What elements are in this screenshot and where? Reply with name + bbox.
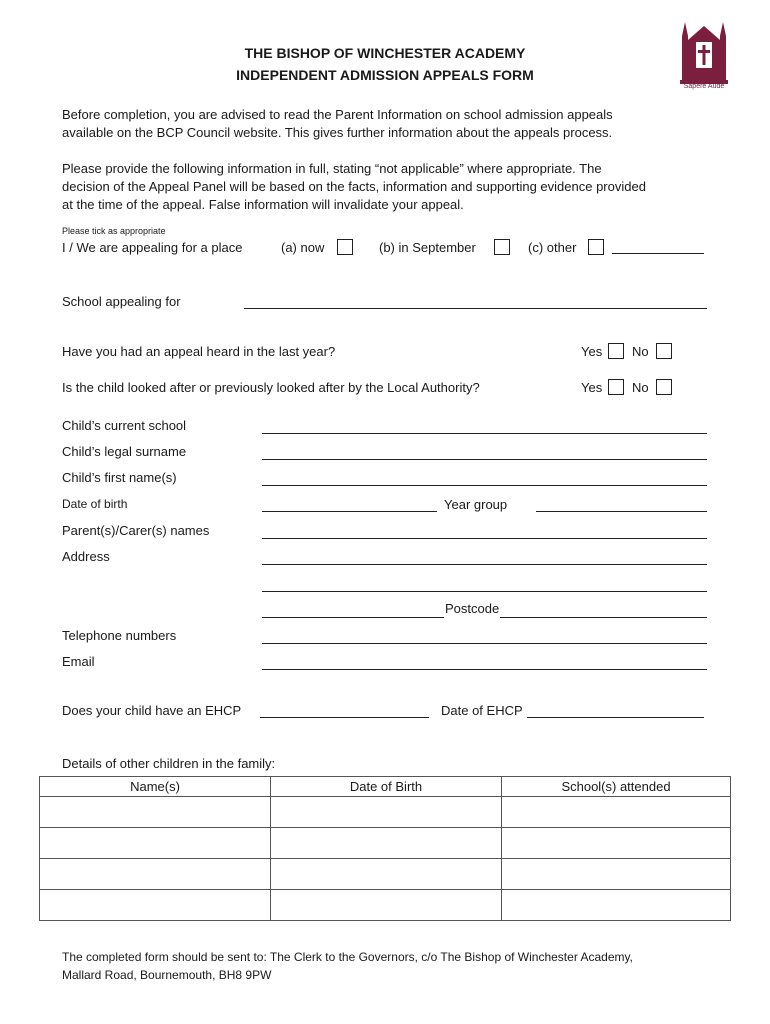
ehcp-field[interactable] (260, 717, 429, 718)
school-appealing-label: School appealing for (62, 294, 181, 309)
intro-p2-line2: decision of the Appeal Panel will be based on the facts, information and supporting evidence provided (62, 179, 646, 194)
school-cell[interactable] (502, 890, 731, 921)
name-cell[interactable] (40, 797, 271, 828)
postcode-label: Postcode (445, 601, 500, 616)
looked-after-no-checkbox[interactable] (656, 379, 672, 395)
other-checkbox[interactable] (588, 239, 604, 255)
academy-logo (678, 18, 730, 93)
prior-appeal-yes-checkbox[interactable] (608, 343, 624, 359)
dob-cell[interactable] (271, 859, 502, 890)
other-children-table (39, 776, 731, 921)
current-school-label: Child’s current school (62, 418, 187, 433)
school-cell[interactable] (502, 859, 731, 890)
intro-p1-line1: Before completion, you are advised to read the Parent Information on school admission appeals (62, 107, 613, 122)
table-row (40, 859, 731, 890)
school-cell[interactable] (502, 797, 731, 828)
dob-label: Date of birth (62, 497, 128, 511)
form-title-line1: THE BISHOP OF WINCHESTER ACADEMY (244, 45, 526, 61)
ehcp-date-label: Date of EHCP (441, 703, 523, 718)
legal-surname-field[interactable] (262, 459, 707, 460)
looked-after-yes-checkbox[interactable] (608, 379, 624, 395)
intro-p1-line2: available on the BCP Council website. This gives further information about the appeals process. (62, 125, 613, 140)
form-title-line2: INDEPENDENT ADMISSION APPEALS FORM (236, 67, 534, 83)
column-header-names: Name(s) (40, 777, 271, 797)
dob-cell[interactable] (271, 890, 502, 921)
option-other-label: (c) other (528, 240, 577, 255)
dob-cell[interactable] (271, 797, 502, 828)
ehcp-question: Does your child have an EHCP (62, 703, 242, 718)
column-header-schools: School(s) attended (502, 777, 731, 797)
table-row (40, 890, 731, 921)
year-group-label: Year group (444, 497, 508, 512)
other-input-line[interactable] (612, 253, 704, 254)
prior-appeal-no-checkbox[interactable] (656, 343, 672, 359)
looked-after-no-label: No (632, 380, 649, 395)
looked-after-yes-label: Yes (581, 380, 603, 395)
other-children-heading: Details of other children in the family: (62, 756, 276, 771)
option-september-label: (b) in September (379, 240, 476, 255)
dob-cell[interactable] (271, 828, 502, 859)
telephone-field[interactable] (262, 643, 707, 644)
name-cell[interactable] (40, 828, 271, 859)
name-cell[interactable] (40, 859, 271, 890)
email-field[interactable] (262, 669, 707, 670)
tick-note: Please tick as appropriate (62, 226, 166, 236)
september-checkbox[interactable] (494, 239, 510, 255)
column-header-dob: Date of Birth (271, 777, 502, 797)
address-label: Address (62, 549, 110, 564)
intro-p2-line3: at the time of the appeal. False information will invalidate your appeal. (62, 197, 464, 212)
first-names-field[interactable] (262, 485, 707, 486)
looked-after-question: Is the child looked after or previously looked after by the Local Authority? (62, 380, 480, 395)
prior-appeal-question: Have you had an appeal heard in the last year? (62, 344, 336, 359)
parents-field[interactable] (262, 538, 707, 539)
school-cell[interactable] (502, 828, 731, 859)
table-row (40, 828, 731, 859)
prior-appeal-no-label: No (632, 344, 649, 359)
footer-line2: Mallard Road, Bournemouth, BH8 9PW (62, 968, 272, 982)
cathedral-icon (678, 18, 730, 84)
now-checkbox[interactable] (337, 239, 353, 255)
intro-p2-line1: Please provide the following information in full, stating “not applicable” where appropriate. The (62, 161, 602, 176)
ehcp-date-field[interactable] (527, 717, 704, 718)
dob-field[interactable] (262, 511, 437, 512)
telephone-label: Telephone numbers (62, 628, 177, 643)
address-line-1[interactable] (262, 564, 707, 565)
email-label: Email (62, 654, 95, 669)
logo-motto: Sapere Aude (683, 83, 725, 90)
parents-label: Parent(s)/Carer(s) names (62, 523, 210, 538)
table-header-row (40, 777, 731, 797)
appeal-for-label: I / We are appealing for a place (62, 240, 243, 255)
option-now-label: (a) now (281, 240, 325, 255)
prior-appeal-yes-label: Yes (581, 344, 603, 359)
legal-surname-label: Child’s legal surname (62, 444, 187, 459)
table-row (40, 797, 731, 828)
first-names-label: Child’s first name(s) (62, 470, 177, 485)
name-cell[interactable] (40, 890, 271, 921)
address-line-2[interactable] (262, 591, 707, 592)
school-appealing-field[interactable] (244, 308, 707, 309)
footer-line1: The completed form should be sent to: The Clerk to the Governors, c/o The Bishop of Winchester Academy, (62, 950, 633, 964)
current-school-field[interactable] (262, 433, 707, 434)
year-group-field[interactable] (536, 511, 707, 512)
